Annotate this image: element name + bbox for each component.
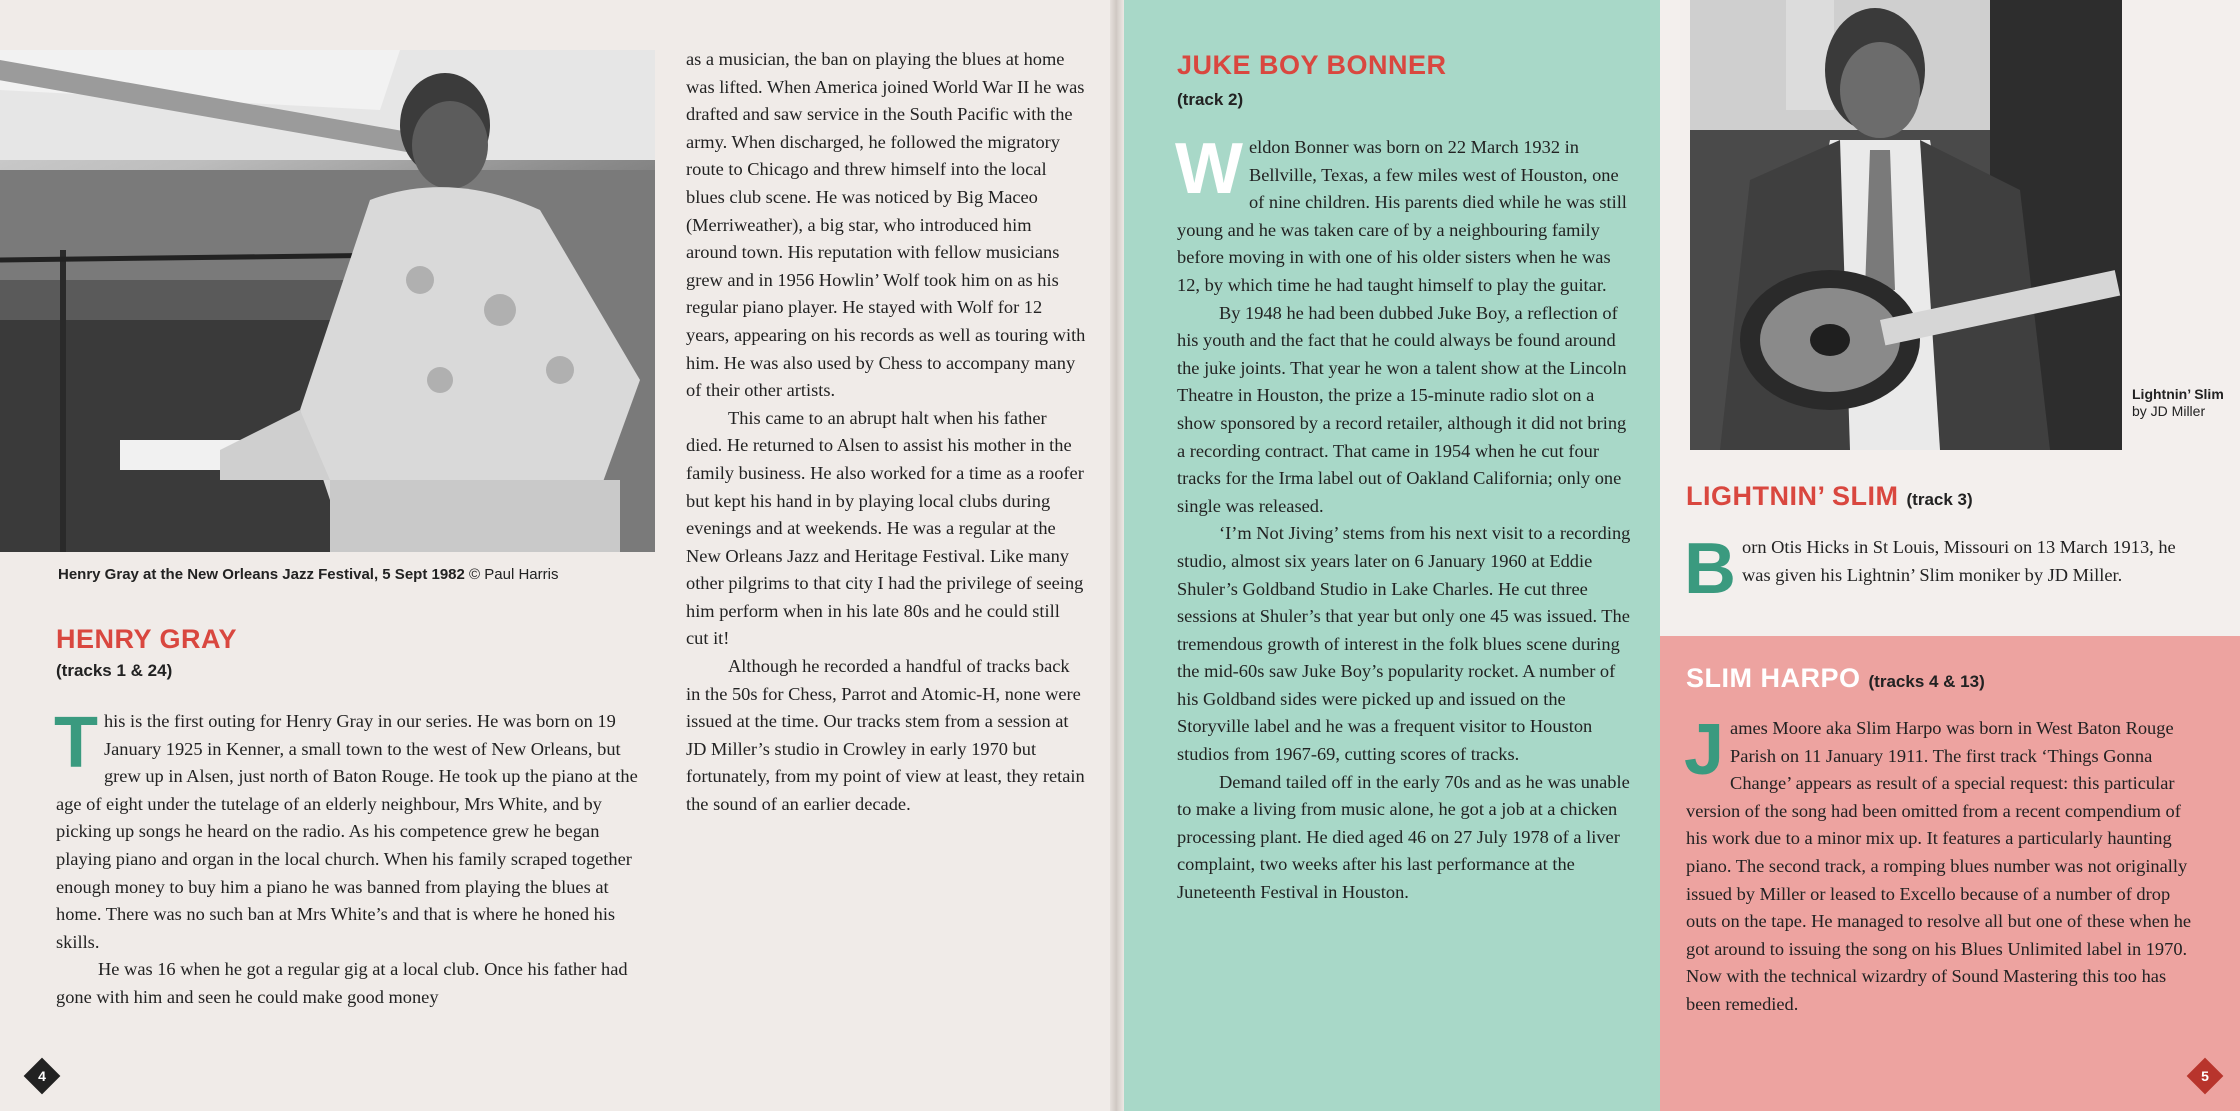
dropcap-w: W	[1175, 129, 1243, 209]
caption-name: Lightnin’ Slim	[2132, 386, 2224, 402]
henry-gray-photo-caption	[58, 566, 558, 583]
henry-gray-para-4: This came to an abrupt halt when his father died. He returned to Alsen to assist his mother in the family business. He also worked for a time as a roofer but kept his hand in by playing local clubs during evenings and at weekends. He was a regular at the New Orleans Jazz and Heritage Festival. Like many other pilgrims to that city I had the privilege of seeing him perform when in his late 80s and he could still cut it!	[686, 407, 1084, 649]
caption-credit: © Paul Harris	[469, 566, 559, 583]
juke-boy-tracks: (track 2)	[1177, 90, 1244, 109]
henry-gray-para-1	[54, 703, 656, 956]
henry-gray-tracks: (tracks 1 & 24)	[56, 661, 173, 680]
caption-title: Henry Gray at the New Orleans Jazz Festival, 5 Sept 1982	[58, 566, 465, 583]
para-text: his is the first outing for Henry Gray in our series. He was born on 19 January 1925 in Kenner, a small town to the west of New Orleans, but grew up in Alsen, just north of Baton Rouge. He took up the piano at the age of eight under the tutelage of an elderly neighbour, Mrs White, and by picking up songs he heard on the radio. As his competence grew he began playing piano and organ in the local church. When his family scraped together enough money to buy him a piano he was banned from playing the blues at home. There was no such ban at Mrs White’s and that is where he honed his skills.	[56, 711, 638, 952]
lightnin-slim-title: LIGHTNIN’ SLIM	[1686, 481, 1899, 511]
lightnin-slim-heading	[1686, 481, 1973, 512]
para-text: ames Moore aka Slim Harpo was born in West Baton Rouge Parish on 11 January 1911. The first track ‘Things Gonna Change’ appears as result of a special request: this particular version of the song had been omitted from a recent compendium of his work due to a minor mix up. It features a particularly haunting piano. The second track, a romping blues number was not originally issued by Miller or leased to Excello because of a number of drop outs on the tape. He managed to resolve all but one of these when he got around to issuing the song on his Blues Unlimited label in 1970. Now with the technical wizardry of Sound Mastering this too has been remedied.	[1686, 718, 2192, 1014]
dropcap-t: T	[54, 703, 98, 783]
henry-gray-para-5: Although he recorded a handful of tracks back in the 50s for Chess, Parrot and Atomic-H, none were issued at the time. Our tracks stem from a session at JD Miller’s studio in Crowley in early 1970 but fortunately, from my point of view at least, they retain the sound of an earlier decade.	[686, 656, 1085, 815]
caption-credit: by JD Miller	[2132, 403, 2206, 419]
juke-boy-text	[1175, 129, 1637, 907]
juke-boy-para-1	[1175, 129, 1637, 300]
henry-gray-col2	[686, 46, 1086, 819]
page-number-left	[24, 1058, 61, 1095]
lightnin-slim-text	[1684, 529, 2204, 609]
dropcap-b: B	[1684, 529, 1736, 609]
lightnin-slim-photo	[1690, 0, 2122, 450]
para-text: orn Otis Hicks in St Louis, Missouri on 13 March 1913, he was given his Lightnin’ Slim moniker by JD Miller.	[1742, 537, 2176, 585]
henry-gray-col1	[54, 703, 656, 1012]
juke-boy-para-2: By 1948 he had been dubbed Juke Boy, a reflection of his youth and the fact that he could always be found around the juke joints. That year he won a talent show at the Lincoln Theatre in Houston, the prize a 15-minute radio slot on a show sponsored by a record retailer, although it did not bring a recording contract. That came in 1954 when he cut four tracks for the Irma label out of Oakland California; only one single was released.	[1177, 302, 1627, 516]
slim-harpo-title: SLIM HARPO	[1686, 663, 1861, 693]
lightnin-slim-tracks: (track 3)	[1906, 490, 1973, 509]
slim-harpo-para	[1684, 710, 2204, 1019]
page-number-right-text: 5	[2201, 1068, 2209, 1084]
juke-boy-heading: JUKE BOY BONNER	[1177, 50, 1447, 80]
page-fold	[1110, 0, 1124, 1111]
henry-gray-heading: HENRY GRAY	[56, 624, 238, 654]
juke-boy-para-3: ‘I’m Not Jiving’ stems from his next visit to a recording studio, almost six years later on 6 January 1960 at Eddie Shuler’s Goldband Studio in Lake Charles. He cut three sessions at Shuler’s that year but only one 45 was issued. The tremendous growth of interest in the folk blues scene during the mid-60s saw Juke Boy’s popularity rocket. A number of his Goldband sides were picked up and issued on the Storyville label and he was a frequent visitor to Houston studios from 1967-69, cutting scores of tracks.	[1177, 523, 1631, 765]
henry-gray-para-3: as a musician, the ban on playing the blues at home was lifted. When America joined World War II he was drafted and saw service in the South Pacific with the army. When discharged, he followed the migratory route to Chicago and threw himself into the local blues club scene. He was noticed by Big Maceo (Merriweather), a big star, who introduced him around town. His reputation with fellow musicians grew and in 1956 Howlin’ Wolf took him on as his regular piano player. He stayed with Wolf for 12 years, appearing on his records as well as touring with him. He was also used by Chess to accompany many of their other artists.	[686, 49, 1086, 401]
slim-harpo-heading	[1686, 663, 1985, 694]
dropcap-j: J	[1684, 710, 1725, 790]
slim-harpo-tracks: (tracks 4 & 13)	[1868, 672, 1985, 691]
henry-gray-para-2: He was 16 when he got a regular gig at a local club. Once his father had gone with him and seen he could make good money	[56, 959, 628, 1007]
para-text: eldon Bonner was born on 22 March 1932 in Bellville, Texas, a few miles west of Houston, one of nine children. His parents died while he was still young and he was taken care of by a neighbouring family before moving in with one of his older sisters when he was 12, by which time he had taught himself to play the guitar.	[1177, 137, 1627, 295]
henry-gray-photo	[0, 50, 655, 552]
slim-harpo-text	[1684, 710, 2204, 1019]
page-number-right	[2187, 1058, 2224, 1095]
page-number-left-text: 4	[38, 1068, 46, 1084]
juke-boy-para-4: Demand tailed off in the early 70s and as he was unable to make a living from music alone, he got a job at a chicken processing plant. He died aged 46 on 27 July 1978 of a liver complaint, two weeks after his last performance at the Juneteenth Festival in Houston.	[1177, 771, 1630, 903]
lightnin-slim-para	[1684, 529, 2204, 609]
lightnin-slim-photo-caption	[2132, 386, 2232, 420]
